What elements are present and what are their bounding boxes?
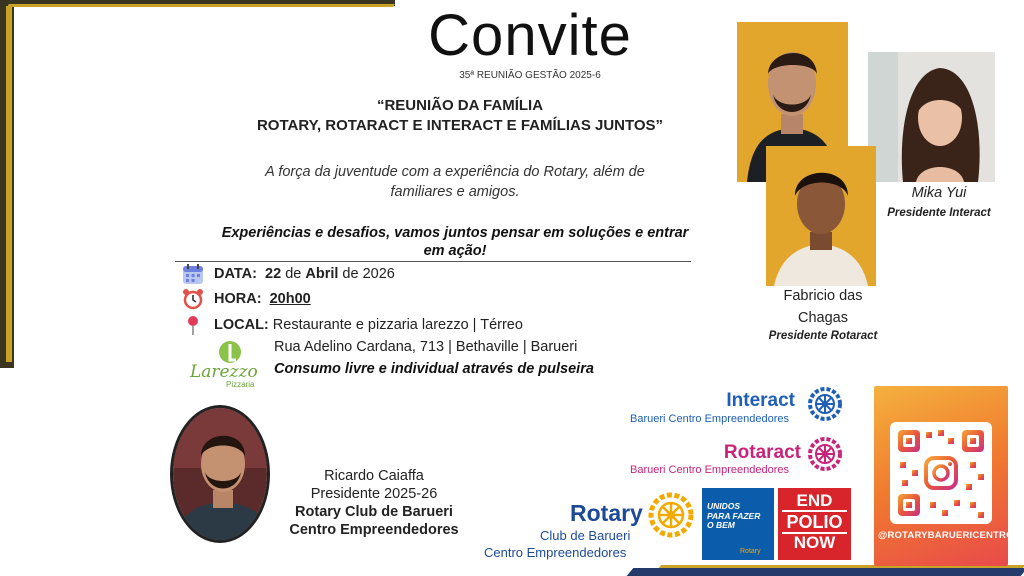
- instagram-qr-card[interactable]: [874, 386, 1014, 566]
- interact-sub: Barueri Centro Empreendedores: [630, 413, 789, 425]
- polio-line1: END: [796, 491, 833, 510]
- polio-line3: NOW: [793, 533, 836, 552]
- address: Rua Adelino Cardana, 713 | Bethaville | Barueri: [274, 339, 578, 355]
- president-photo: [170, 405, 270, 543]
- rotaract-sub: Barueri Centro Empreendedores: [630, 464, 789, 476]
- alarm-clock-icon: [182, 288, 204, 310]
- larezzo-sub: Pizzaria: [226, 380, 255, 389]
- president-role: Presidente 2025-26: [310, 486, 438, 502]
- rotaract-logo: [630, 436, 845, 478]
- instagram-icon: [926, 458, 956, 488]
- polio-line2: POLIO: [782, 510, 847, 534]
- interact-logo: [630, 386, 845, 428]
- rotary-wheel-icon: [648, 492, 694, 543]
- callout-line2: em ação!: [423, 243, 487, 259]
- tagline-line1: A força da juventude com a experiência do Rotary, além de: [265, 164, 645, 180]
- frame-top-gold: [7, 4, 395, 7]
- date-month: Abril: [305, 266, 339, 282]
- date-label: DATA:: [214, 266, 257, 282]
- unidos-logo: [702, 488, 774, 560]
- callout: [175, 224, 735, 260]
- date-de-1: de: [285, 266, 302, 282]
- larezzo-logo: [186, 340, 266, 392]
- unidos-text: [707, 502, 760, 531]
- date-row: [182, 263, 395, 285]
- time-label: HORA:: [214, 291, 262, 307]
- event-title: [200, 96, 720, 136]
- event-title-line1: “REUNIÃO DA FAMÍLIA: [376, 97, 544, 114]
- instagram-handle[interactable]: @ROTARYBARUERICENTRO: [878, 530, 1014, 541]
- unidos-line1: UNIDOS: [707, 501, 741, 511]
- larezzo-name: Larezzo: [190, 362, 258, 382]
- guest-name-fabricio-line1: Fabricio das: [783, 288, 863, 304]
- interact-name: Interact: [726, 390, 795, 411]
- pushpin-icon: [182, 314, 204, 336]
- rotary-name: Rotary: [570, 500, 643, 526]
- consumo-note: Consumo livre e individual através de pulseira: [274, 361, 594, 377]
- guest-role-mika: Presidente Interact: [887, 207, 991, 219]
- rotary-sub1: Club de Barueri: [540, 528, 631, 543]
- local-value: Restaurante e pizzaria larezzo | Térreo: [272, 317, 523, 333]
- unidos-line3: O BEM: [707, 520, 735, 530]
- rotaract-name: Rotaract: [723, 442, 801, 463]
- guest-photo-mika: [868, 52, 995, 182]
- president-name: Ricardo Caiaffa: [324, 468, 424, 484]
- unidos-line2: PARA FAZER: [707, 510, 761, 521]
- guest-role-fabricio: Presidente Rotaract: [768, 330, 878, 342]
- date-day: 22: [265, 266, 282, 282]
- page-subtitle: 35ª REUNIÃO GESTÃO 2025-6: [459, 70, 601, 81]
- interact-wheel-icon: [807, 386, 843, 427]
- rotary-sub2: Centro Empreendedores: [484, 545, 627, 560]
- event-title-line2: ROTARY, ROTARACT E INTERACT E FAMÍLIAS JUNTOS”: [256, 117, 664, 134]
- guest-name-fabricio-line2: Chagas: [798, 310, 848, 326]
- qr-code[interactable]: [890, 422, 992, 524]
- date-de-2: de: [342, 266, 359, 282]
- president-club-line1: Rotary Club de Barueri: [295, 504, 453, 520]
- president-club-line2: Centro Empreendedores: [289, 522, 459, 538]
- guest-photo-fabricio: [766, 146, 876, 286]
- tagline-line2: familiares e amigos.: [390, 184, 520, 200]
- end-polio-logo: [778, 488, 851, 560]
- page-title: Convite: [428, 3, 632, 68]
- calendar-icon: [182, 263, 204, 285]
- callout-divider: [175, 261, 691, 262]
- unidos-brand: Rotary: [740, 548, 761, 555]
- local-label: LOCAL:: [214, 317, 269, 333]
- tagline: [195, 162, 715, 202]
- president-info: [268, 467, 480, 539]
- guest-name-fabricio: [758, 285, 888, 329]
- location-row: [182, 314, 523, 336]
- date-year: 2026: [362, 266, 395, 282]
- rotaract-wheel-icon: [807, 436, 843, 477]
- frame-left-gold: [6, 6, 12, 362]
- rotary-logo: [484, 490, 699, 562]
- guest-name-mika: Mika Yui: [911, 185, 967, 201]
- time-row: [182, 288, 311, 310]
- time-value: 20h00: [269, 291, 311, 307]
- frame-bottom-border: [627, 568, 1024, 576]
- callout-line1: Experiências e desafios, vamos juntos pensar em soluções e entrar: [221, 225, 689, 241]
